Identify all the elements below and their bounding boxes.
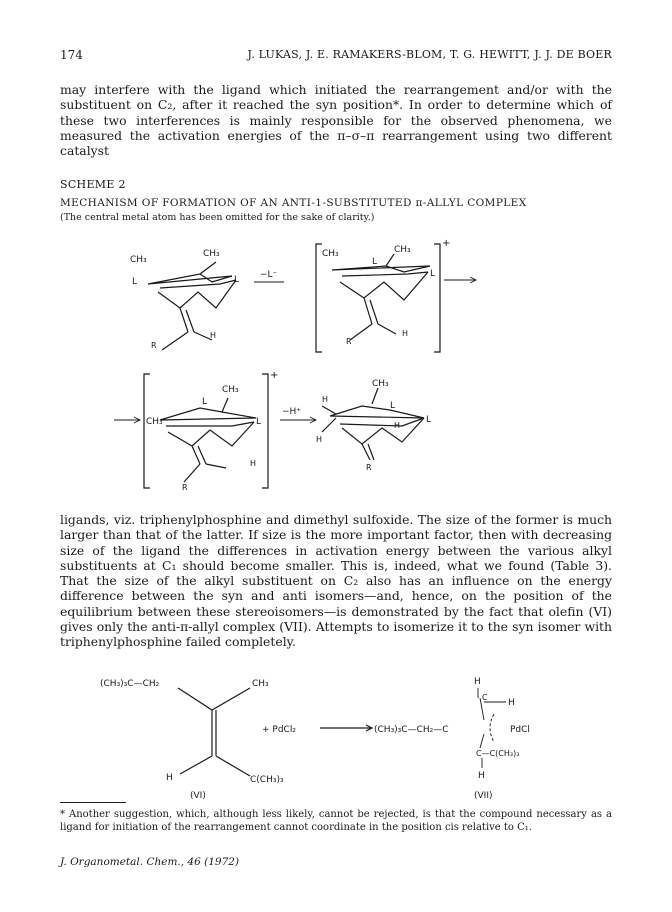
h-label: H [322,395,329,404]
r-label: R [151,341,157,350]
compound-label-vi: (VI) [190,791,206,800]
running-authors: J. LUKAS, J. E. RAMAKERS-BLOM, T. G. HEWITT, J. J. DE BOER [247,48,612,61]
ligand-label: L [132,277,138,287]
journal-citation-text: J. Organometal. Chem., 46 (1972) [60,856,240,868]
h-label: H [478,771,485,781]
h-label: H [250,459,257,468]
h-label: H [474,677,481,687]
ligand-label: L [372,257,378,267]
page-number: 174 [60,48,83,62]
allyl-complex-vii [374,677,530,800]
r-label: R [366,463,372,472]
ligand-label: L [256,417,262,427]
ligand-label: L [426,415,432,425]
h-label: H [316,435,323,444]
scheme-note: (The central metal atom has been omitted for the sake of clarity.) [60,212,375,223]
footnote: * Another suggestion, which, although less likely, cannot be rejected, is that the compound necessary as a ligand for initiation of the rearrangement cannot coordinate in the position cis relative to C₁. [60,809,612,833]
footnote-rule [60,802,126,803]
carbon-label: C [482,693,488,702]
minus-h-label: −H⁺ [282,407,302,417]
ch3-label: CH₃ [222,385,239,395]
scheme-label: SCHEME 2 [60,178,126,191]
minus-l-label: −L⁻ [260,270,278,280]
scheme-2-diagram [0,232,672,512]
olefin-substituent: C(CH₃)₃ [250,775,284,785]
ligand-label: L [390,401,396,411]
body-paragraph-2: ligands, viz. triphenylphosphine and dimethyl sulfoxide. The size of the former is much larger than that of the latter. If size is the more important factor, then with decreasing size of the ligand the differences in activation energy between the various alkyl substituents at C₁ should become smaller. This is, indeed, what we found (Table 3). That the size of the alkyl substituent on C₂ also has an influence on the energy difference between the syn and anti isomers—and, hence, on the position of the equilibrium between these stereoisomers—is demonstrated by the fact that olefin (VI) gives only the anti-π-allyl complex (VII). Attempts to isomerize it to the syn isomer with triphenylphosphine failed completely. [60,512,612,650]
olefin-substituent: H [166,773,173,783]
ch3-label: CH₃ [203,249,220,259]
allyl-complex-3 [114,370,278,492]
running-header [60,48,612,64]
reagent-label: + PdCl₂ [262,725,296,735]
allyl-complex-2 [316,238,450,352]
olefin-substituent: (CH₃)₃C—CH₂ [100,679,160,689]
pdcl-label: PdCl [510,725,530,735]
reaction-diagram [0,670,672,800]
scheme-title: MECHANISM OF FORMATION OF AN ANTI-1-SUBSTITUTED π-ALLYL COMPLEX [60,197,527,209]
h-label: H [402,329,409,338]
ch3-label: CH₃ [130,255,147,265]
r-label: R [346,337,352,346]
h-label: H [210,331,217,340]
charge-label: + [270,370,279,381]
h-label: H [508,698,515,708]
h-label: H [394,421,401,430]
charge-label: + [442,238,451,249]
compound-label-vii: (VII) [474,791,493,800]
ctbu-label: C—C(CH₃)₃ [476,749,520,758]
journal-citation [60,856,239,868]
body-paragraph-1: may interfere with the ligand which initiated the rearrangement and/or with the substituent on C₂, after it reached the syn position*. In order to determine which of these two interferences is mainly responsible for the observed phenomena, we measured the activation energies of the π–σ–π rearrangement using two different catalyst [60,82,612,159]
allyl-complex-4 [316,379,431,472]
ligand-label: L [234,275,240,285]
ch3-label: CH₃ [372,379,389,389]
olefin-vi [100,679,284,800]
r-label: R [182,483,188,492]
ch3-label: CH₃ [394,245,411,255]
olefin-substituent: CH₃ [252,679,269,689]
allyl-complex-1 [130,249,239,350]
ch3-label: CH₃ [146,417,163,427]
ch3-label: CH₃ [322,249,339,259]
ligand-label: L [430,269,436,279]
ligand-label: L [202,397,208,407]
product-chain: (CH₃)₃C—CH₂—C [374,725,449,735]
